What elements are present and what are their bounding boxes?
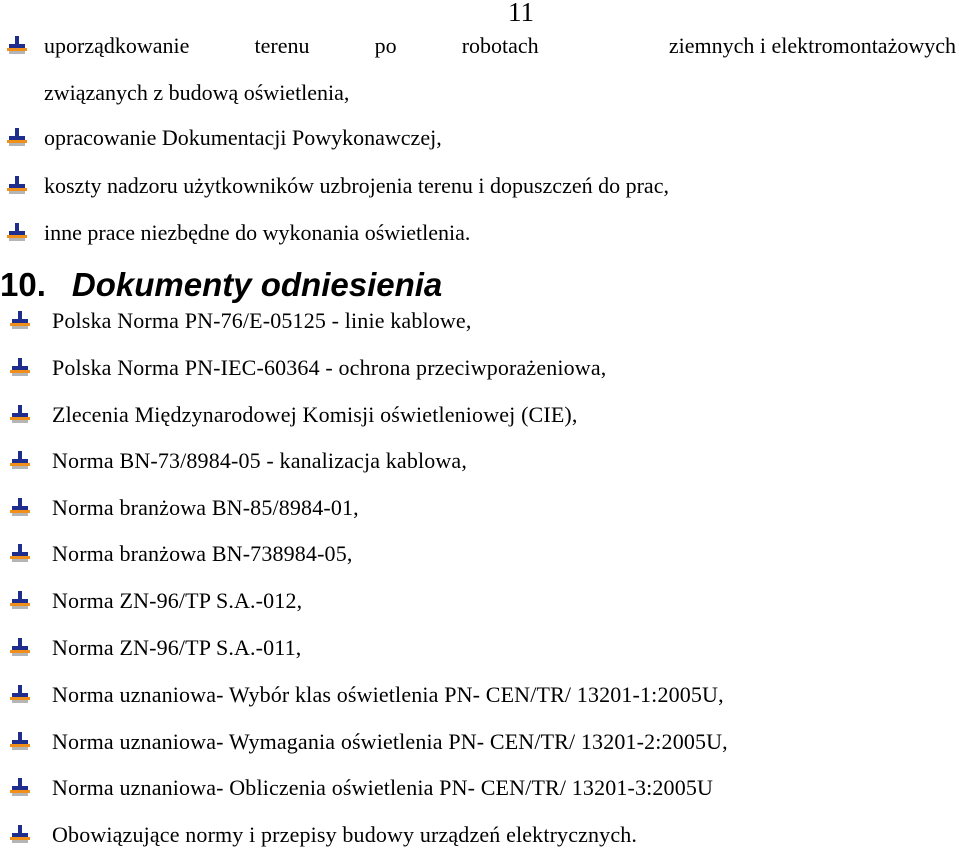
reference-item: Norma uznaniowa- Wybór klas oświetlenia PN- CEN/TR/ 13201-1:2005U, bbox=[0, 676, 959, 714]
reference-item: Polska Norma PN-IEC-60364 - ochrona przeciwporażeniowa, bbox=[0, 349, 959, 387]
list-item-text: uporządkowanie terenu po robotach ziemnych i elektromontażowych bbox=[44, 33, 956, 58]
list-item: opracowanie Dokumentacji Powykonawczej, bbox=[0, 119, 959, 157]
pushpin-bullet-icon bbox=[7, 128, 27, 148]
reference-item: Norma ZN-96/TP S.A.-011, bbox=[0, 629, 959, 667]
pushpin-bullet-icon bbox=[10, 591, 30, 611]
pushpin-bullet-icon bbox=[10, 544, 30, 564]
reference-item: Norma uznaniowa- Wymagania oświetlenia PN- CEN/TR/ 13201-2:2005U, bbox=[0, 723, 959, 761]
reference-item: Norma branżowa BN-738984-05, bbox=[0, 535, 959, 573]
pushpin-bullet-icon bbox=[10, 685, 30, 705]
reference-item: Norma ZN-96/TP S.A.-012, bbox=[0, 582, 959, 620]
pushpin-bullet-icon bbox=[10, 498, 30, 518]
pushpin-bullet-icon bbox=[10, 732, 30, 752]
reference-item: Norma BN-73/8984-05 - kanalizacja kablowa, bbox=[0, 442, 959, 480]
pushpin-bullet-icon bbox=[7, 176, 27, 196]
pushpin-bullet-icon bbox=[10, 778, 30, 798]
list-item-continuation: związanych z budową oświetlenia, bbox=[44, 80, 350, 105]
reference-item: Zlecenia Międzynarodowej Komisji oświetleniowej (CIE), bbox=[0, 396, 959, 434]
pushpin-bullet-icon bbox=[7, 223, 27, 243]
reference-item: Obowiązujące normy i przepisy budowy urządzeń elektrycznych. bbox=[0, 816, 959, 854]
list-item: koszty nadzoru użytkowników uzbrojenia terenu i dopuszczeń do prac, bbox=[0, 167, 959, 205]
reference-item: Norma uznaniowa- Obliczenia oświetlenia PN- CEN/TR/ 13201-3:2005U bbox=[0, 769, 959, 807]
pushpin-bullet-icon bbox=[10, 825, 30, 845]
reference-item: Polska Norma PN-76/E-05125 - linie kablowe, bbox=[0, 302, 959, 340]
pushpin-bullet-icon bbox=[10, 358, 30, 378]
pushpin-bullet-icon bbox=[10, 405, 30, 425]
section-heading: 10. Dokumenty odniesienia bbox=[0, 266, 443, 303]
list-item bbox=[0, 27, 959, 65]
list-item: inne prace niezbędne do wykonania oświetlenia. bbox=[0, 214, 959, 252]
pushpin-bullet-icon bbox=[10, 638, 30, 658]
pushpin-bullet-icon bbox=[7, 36, 27, 56]
page-number: 11 bbox=[508, 0, 534, 27]
reference-item: Norma branżowa BN-85/8984-01, bbox=[0, 489, 959, 527]
pushpin-bullet-icon bbox=[10, 451, 30, 471]
pushpin-bullet-icon bbox=[10, 311, 30, 331]
